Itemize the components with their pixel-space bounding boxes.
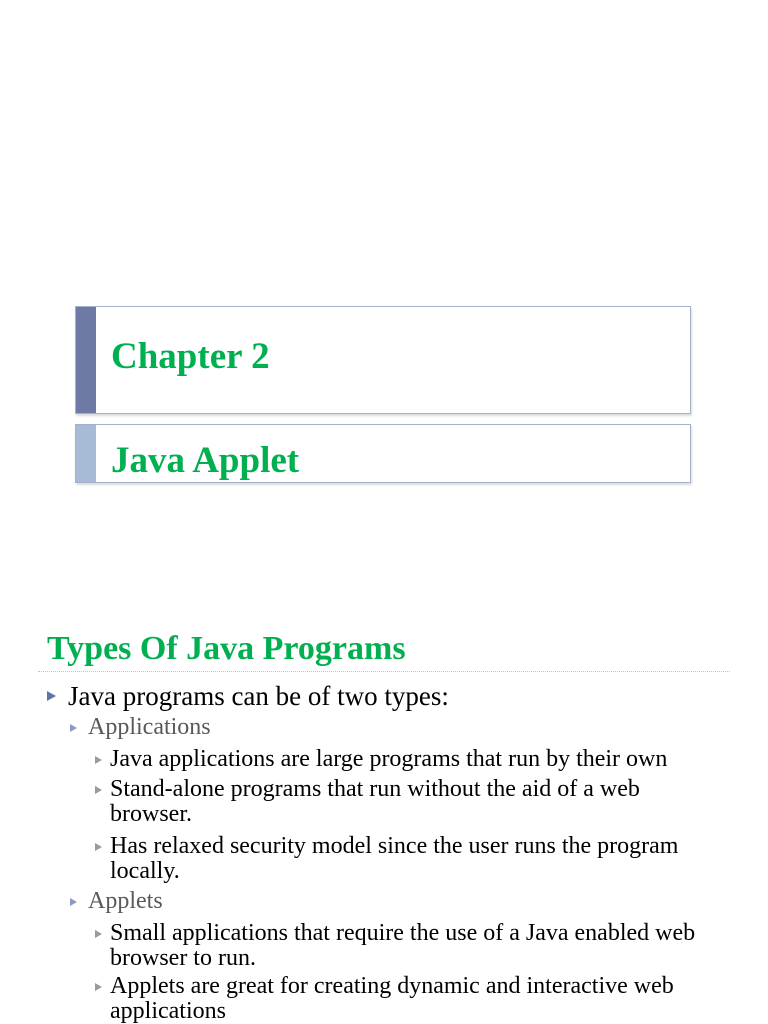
triangle-bullet-icon bbox=[95, 843, 102, 851]
triangle-bullet-icon bbox=[95, 756, 102, 764]
bullet-text: Applets are great for creating dynamic and interactive web applications bbox=[110, 973, 674, 1024]
category-label: Applets bbox=[88, 888, 163, 914]
bullet-point bbox=[95, 834, 712, 884]
subtitle-box bbox=[75, 424, 691, 483]
bullet-point bbox=[95, 777, 712, 827]
triangle-bullet-icon bbox=[70, 898, 77, 906]
triangle-bullet-icon bbox=[95, 786, 102, 794]
bullet-text: Java applications are large programs that run by their own bbox=[110, 746, 668, 772]
bullet-point bbox=[95, 921, 712, 971]
title-accent-bar bbox=[76, 307, 96, 413]
triangle-bullet-icon bbox=[95, 983, 102, 991]
triangle-bullet-icon bbox=[70, 724, 77, 732]
bullet-text: Java programs can be of two types: bbox=[68, 681, 449, 711]
bullet-level1 bbox=[47, 681, 449, 711]
bullet-category-applets bbox=[70, 889, 163, 914]
triangle-bullet-icon bbox=[95, 930, 102, 938]
subtitle-accent-bar bbox=[76, 425, 96, 482]
bullet-point bbox=[95, 747, 712, 772]
title-divider bbox=[38, 671, 730, 672]
slide-title: Types Of Java Programs bbox=[47, 630, 406, 667]
bullet-text: Stand-alone programs that run without the aid of a web browser. bbox=[110, 776, 640, 827]
category-label: Applications bbox=[88, 714, 211, 740]
chapter-title: Chapter 2 bbox=[111, 336, 270, 377]
bullet-text: Small applications that require the use of a Java enabled web browser to run. bbox=[110, 920, 696, 971]
bullet-category-applications bbox=[70, 715, 211, 740]
bullet-text: Has relaxed security model since the user runs the program locally. bbox=[110, 833, 679, 884]
chapter-subtitle: Java Applet bbox=[111, 440, 300, 481]
chapter-title-box bbox=[75, 306, 691, 414]
bullet-point bbox=[95, 974, 712, 1024]
triangle-bullet-icon bbox=[47, 691, 56, 701]
